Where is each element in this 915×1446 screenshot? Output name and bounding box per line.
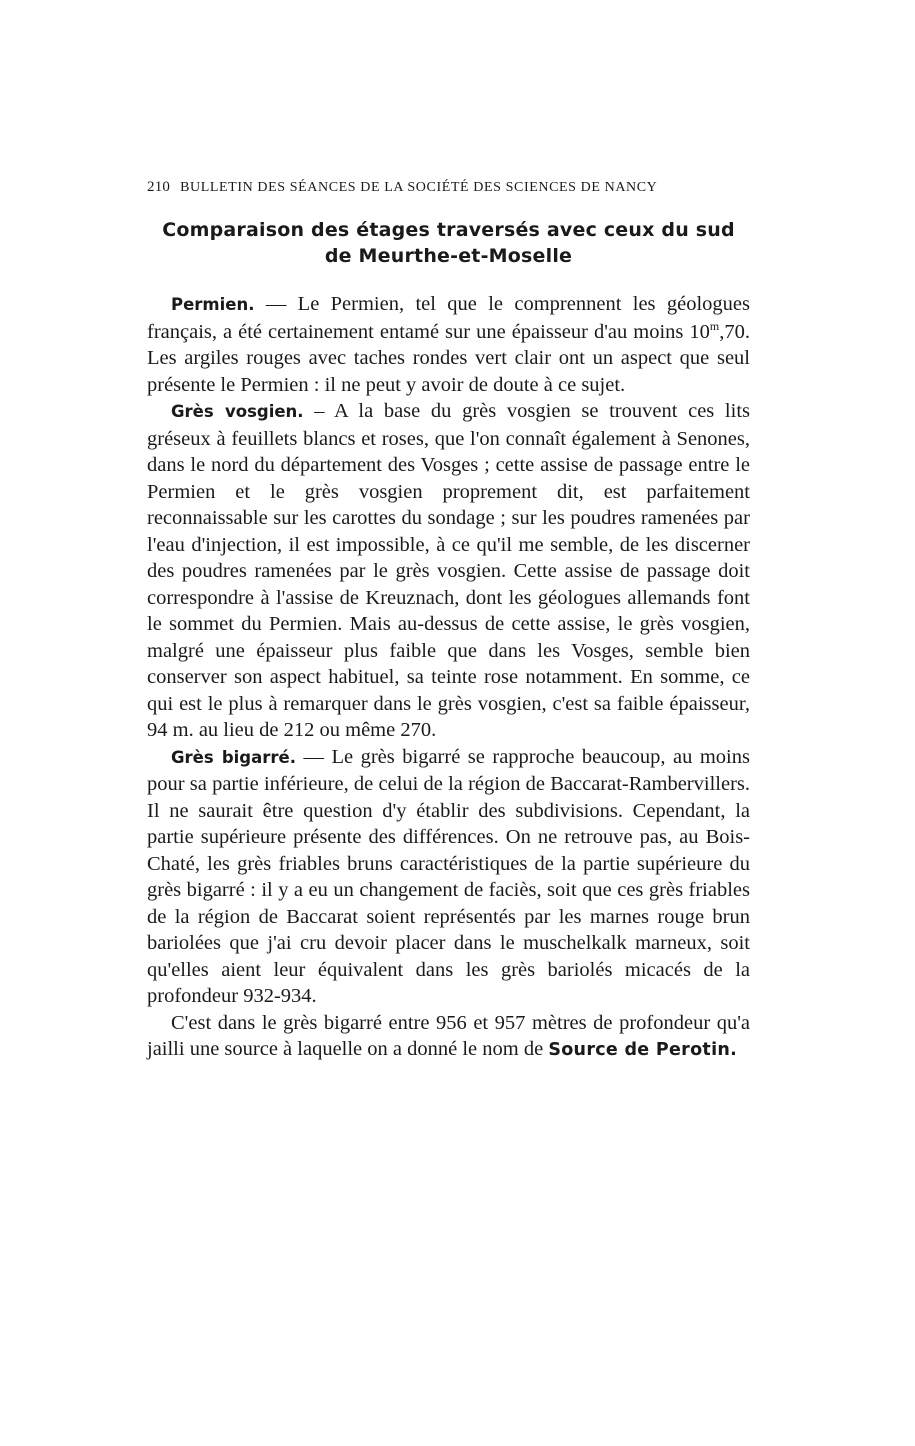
- paragraph-text: — Le Permien, tel que le comprennent les géologues français, a été certainement entamé sur une épaisseur d'au moins 10: [147, 293, 750, 343]
- paragraph-lead: Grès vosgien.: [171, 402, 304, 421]
- paragraph-gres-bigarre: [147, 744, 750, 1010]
- section-title-line-1: Comparaison des étages traversés avec ceux du sud: [162, 219, 735, 241]
- paragraph-permien: [147, 291, 750, 398]
- section-title-line-2: de Meurthe-et-Moselle: [324, 245, 573, 267]
- source-name: Source de Perotin.: [548, 1040, 738, 1060]
- journal-title: BULLETIN DES SÉANCES DE LA SOCIÉTÉ DES SCIENCES DE NANCY: [180, 180, 658, 195]
- paragraph-source: [147, 1010, 750, 1064]
- page-number: 210: [147, 179, 171, 195]
- paragraph-text: — Le grès bigarré se rapproche beaucoup, au moins pour sa partie inférieure, de celui de la région de Baccarat-Rambervillers. Il ne saurait être question d'y établir des subdivisions. Cependant, la partie supérieure présente des différences. On ne retrouve pas, au Bois-Chaté, les grès friables bruns caractéristiques de la partie supérieure du grès bigarré : il y a eu un changement de faciès, soit que ces grès friables de la région de Baccarat soient représentés par les marnes rouge brun bariolées que j'ai cru devoir placer dans le muschelkalk marneux, soit qu'elles aient leur équivalent dans les grès bariolés micacés de la profondeur 932-934.: [147, 745, 750, 1007]
- paragraph-lead: Grès bigarré.: [171, 747, 296, 767]
- document-page: [147, 178, 750, 1064]
- running-head: [147, 178, 750, 197]
- paragraph-text: C'est dans le grès bigarré entre 956 et 957 mètres de profondeur qu'a jailli une source à laquelle on a donné le nom de: [147, 1011, 750, 1060]
- section-title: [147, 217, 750, 269]
- paragraph-text: – A la base du grès vosgien se trouvent ces lits gréseux à feuillets blancs et roses, que l'on connaît également à Senones, dans le nord du département des Vosges ; cette assise de passage entre le Permien et le grès vosgien proprement dit, est parfaitement reconnaissable sur les carottes du sondage ; sur les poudres ramenées par l'eau d'injection, il est impossible, à ce qu'il me semble, de les discerner des poudres ramenées par le grès vosgien. Cette assise de passage doit correspondre à l'assise de Kreuznach, dont les géologues allemands font le sommet du Permien. Mais au-dessus de cette assise, le grès vosgien, malgré une épaisseur plus faible que dans les Vosges, semble bien conserver son aspect habituel, sa teinte rose notamment. En somme, ce qui est le plus à remarquer dans le grès vosgien, c'est sa faible épaisseur, 94 m. au lieu de 212 ou même 270.: [147, 400, 750, 741]
- paragraph-gres-vosgien: [147, 398, 750, 744]
- paragraph-lead: Permien.: [171, 295, 255, 314]
- paragraph-text: ,70. Les argiles rouges avec taches rondes vert clair ont un aspect que seul présente le Permien : il ne peut y avoir de doute à ce sujet.: [147, 320, 750, 396]
- superscript: m: [709, 318, 720, 333]
- body-text: [147, 291, 750, 1064]
